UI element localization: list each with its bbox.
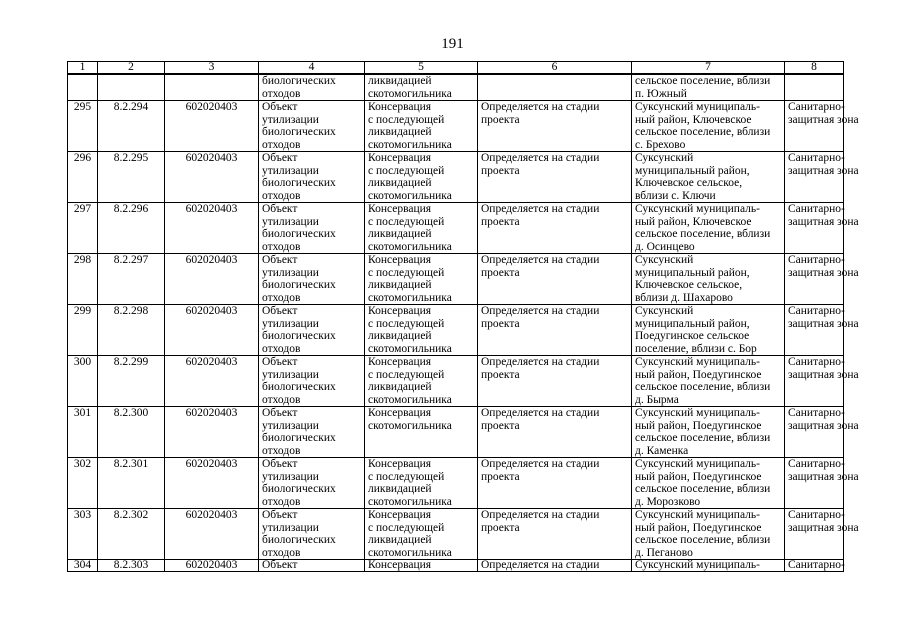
cell-num: 299 (68, 305, 98, 356)
cell-text: утилизации (262, 266, 319, 279)
cell-measure (365, 305, 478, 356)
table-row (68, 203, 844, 254)
cell-object (259, 101, 365, 152)
cell-text: утилизации (262, 113, 319, 126)
cell-text: скотомогильника (368, 393, 452, 406)
cell-code: 8.2.303 (98, 560, 165, 572)
cell-text: Консервация (368, 305, 432, 317)
cell-text: ный район, Поедугинское (635, 419, 762, 432)
cell-text: защитная зона (788, 317, 859, 330)
cell-text: ный район, Ключевское (635, 215, 752, 228)
cell-text: муниципальный район, (635, 317, 750, 330)
cell-text: ный район, Ключевское (635, 113, 752, 126)
cell-text: Поедугинское сельское (635, 330, 750, 342)
cell-text: сельское поселение, вблизи (635, 483, 771, 495)
cell-code: 8.2.294 (98, 101, 165, 152)
table-row (68, 560, 844, 572)
cell-measure (365, 254, 478, 305)
cell-text: проекта (481, 266, 520, 279)
cell-text: с последующей (368, 164, 445, 177)
cell-location (632, 458, 785, 509)
cell-zone (785, 203, 859, 254)
cell-text: отходов (262, 189, 301, 202)
cell-stage (478, 254, 632, 305)
cell-text: сельское поселение, вблизи (635, 432, 771, 444)
cell-code: 8.2.298 (98, 305, 165, 356)
cell-okato: 602020403 (165, 152, 259, 203)
cell-object: Объект (259, 560, 365, 572)
cell-text: утилизации (262, 470, 319, 483)
cell-text: защитная зона (788, 113, 859, 126)
cell-location (632, 101, 785, 152)
table-row (68, 305, 844, 356)
cell-text: отходов (262, 444, 301, 457)
cell-text: Суксунский муниципаль- (635, 458, 760, 470)
page-number: 191 (441, 36, 464, 52)
cell-text: Консервация (368, 458, 432, 470)
cell-okato: 602020403 (165, 509, 259, 560)
cell-text: скотомогильника (368, 495, 452, 508)
cell-text: д. Морозково (635, 495, 701, 508)
cell-text: защитная зона (788, 521, 859, 534)
cell-object (259, 203, 365, 254)
cell-okato: 602020403 (165, 305, 259, 356)
cell-text: ликвидацией (368, 330, 432, 342)
cell-location (632, 356, 785, 407)
cell-text: Суксунский муниципаль- (635, 509, 760, 521)
cell-zone (785, 101, 859, 152)
cell-zone (785, 74, 844, 101)
cell-text: утилизации (262, 521, 319, 534)
cell-text: скотомогильника (368, 87, 452, 100)
cell-text: сельское поселение, вблизи (635, 126, 771, 138)
cell-text: Суксунский муниципаль- (635, 356, 760, 368)
cell-measure: Консервация (365, 560, 478, 572)
cell-stage: Определяется на стадии (478, 560, 632, 572)
cell-object (259, 407, 365, 458)
cell-text: биологических (262, 534, 336, 546)
cell-text: п. Южный (635, 87, 687, 100)
column-header: 3 (165, 62, 259, 75)
cell-text: утилизации (262, 317, 319, 330)
cell-code: 8.2.299 (98, 356, 165, 407)
cell-text: Консервация (368, 509, 432, 521)
cell-text: Консервация (368, 254, 432, 266)
cell-text: ликвидацией (368, 381, 432, 393)
cell-text: отходов (262, 495, 301, 508)
cell-text: проекта (481, 470, 520, 483)
cell-text: с последующей (368, 113, 445, 126)
cell-stage (478, 407, 632, 458)
cell-text: Суксунский (635, 254, 694, 266)
cell-num: 304 (68, 560, 98, 572)
cell-text: биологических (262, 381, 336, 393)
cell-text: скотомогильника (368, 138, 452, 151)
cell-text: скотомогильника (368, 240, 452, 253)
cell-text: с. Брехово (635, 138, 686, 151)
table-header-row (68, 62, 844, 75)
cell-text: проекта (481, 215, 520, 228)
cell-text: ликвидацией (368, 228, 432, 240)
cell-text: проекта (481, 521, 520, 534)
cell-object (259, 509, 365, 560)
cell-text: биологических (262, 75, 336, 87)
cell-code: 8.2.300 (98, 407, 165, 458)
cell-stage (478, 305, 632, 356)
column-header: 6 (478, 62, 632, 75)
cell-text: скотомогильника (368, 546, 452, 559)
cell-stage (478, 74, 632, 101)
cell-measure (365, 509, 478, 560)
cell-okato: 602020403 (165, 101, 259, 152)
cell-object (259, 152, 365, 203)
cell-text: отходов (262, 87, 301, 100)
cell-text: Объект (262, 356, 298, 368)
cell-text: Санитарно- (788, 254, 845, 266)
cell-text: Определяется на стадии (481, 101, 600, 113)
cell-location (632, 305, 785, 356)
cell-num: 303 (68, 509, 98, 560)
cell-object (259, 356, 365, 407)
cell-zone (785, 356, 859, 407)
cell-text: ликвидацией (368, 483, 432, 495)
cell-text: проекта (481, 164, 520, 177)
cell-num (68, 74, 98, 101)
cell-text: сельское поселение, вблизи (635, 381, 771, 393)
cell-text: ликвидацией (368, 177, 432, 189)
cell-text: ликвидацией (368, 279, 432, 291)
cell-text: ликвидацией (368, 534, 432, 546)
cell-location (632, 203, 785, 254)
cell-text: Объект (262, 101, 298, 113)
cell-text: скотомогильника (368, 419, 452, 432)
cell-text: муниципальный район, (635, 164, 750, 177)
cell-object (259, 74, 365, 101)
cell-text: ный район, Поедугинское (635, 368, 762, 381)
cell-stage (478, 356, 632, 407)
cell-measure (365, 203, 478, 254)
cell-text: Санитарно- (788, 356, 845, 368)
cell-text: ликвидацией (368, 126, 432, 138)
cell-text: защитная зона (788, 470, 859, 483)
cell-text: отходов (262, 393, 301, 406)
cell-code: 8.2.297 (98, 254, 165, 305)
cell-zone (785, 509, 859, 560)
cell-text: отходов (262, 240, 301, 253)
cell-text: скотомогильника (368, 189, 452, 202)
cell-okato: 602020403 (165, 407, 259, 458)
cell-text: биологических (262, 126, 336, 138)
cell-text: с последующей (368, 521, 445, 534)
cell-text: Определяется на стадии (481, 254, 600, 266)
cell-text: биологических (262, 483, 336, 495)
cell-text: Определяется на стадии (481, 152, 600, 164)
cell-measure (365, 407, 478, 458)
column-header: 7 (632, 62, 785, 75)
cell-text: Консервация (368, 407, 432, 419)
cell-num: 296 (68, 152, 98, 203)
cell-text: отходов (262, 342, 301, 355)
cell-code: 8.2.296 (98, 203, 165, 254)
cell-num: 295 (68, 101, 98, 152)
cell-text: ный район, Поедугинское (635, 470, 762, 483)
cell-text: д. Бырма (635, 393, 679, 406)
cell-measure (365, 458, 478, 509)
cell-text: Объект (262, 254, 298, 266)
cell-text: Суксунский муниципаль- (635, 203, 760, 215)
cell-text: утилизации (262, 368, 319, 381)
cell-text: защитная зона (788, 419, 859, 432)
cell-okato (165, 74, 259, 101)
cell-code (98, 74, 165, 101)
cell-measure (365, 101, 478, 152)
cell-text: защитная зона (788, 164, 859, 177)
cell-code: 8.2.302 (98, 509, 165, 560)
cell-location (632, 254, 785, 305)
cell-text: отходов (262, 291, 301, 304)
cell-stage (478, 203, 632, 254)
cell-zone: Санитарно- (785, 560, 844, 572)
table-row (68, 356, 844, 407)
cell-text: Санитарно- (788, 458, 845, 470)
cell-text: Ключевское сельское, (635, 279, 743, 291)
cell-text: Объект (262, 305, 298, 317)
cell-object (259, 254, 365, 305)
cell-text: защитная зона (788, 266, 859, 279)
cell-location: Суксунский муниципаль- (632, 560, 785, 572)
cell-text: защитная зона (788, 368, 859, 381)
table-row (68, 101, 844, 152)
cell-text: Определяется на стадии (481, 407, 600, 419)
cell-text: Санитарно- (788, 101, 845, 113)
cell-text: Суксунский (635, 305, 694, 317)
cell-text: д. Осинцево (635, 240, 695, 253)
cell-measure (365, 74, 478, 101)
cell-text: Определяется на стадии (481, 356, 600, 368)
cell-okato: 602020403 (165, 356, 259, 407)
cell-text: Санитарно- (788, 203, 845, 215)
cell-okato: 602020403 (165, 203, 259, 254)
table-row (68, 254, 844, 305)
cell-text: Объект (262, 203, 298, 215)
cell-text: поселение, вблизи с. Бор (635, 342, 757, 355)
cell-text: биологических (262, 279, 336, 291)
cell-okato: 602020403 (165, 458, 259, 509)
cell-text: Объект (262, 509, 298, 521)
cell-num: 300 (68, 356, 98, 407)
cell-measure (365, 152, 478, 203)
cell-text: проекта (481, 419, 520, 432)
cell-text: Суксунский муниципаль- (635, 101, 760, 113)
cell-text: Санитарно- (788, 509, 845, 521)
cell-text: Санитарно- (788, 152, 845, 164)
cell-text: сельское поселение, вблизи (635, 534, 771, 546)
column-header: 4 (259, 62, 365, 75)
cell-location (632, 152, 785, 203)
cell-text: с последующей (368, 266, 445, 279)
cell-text: биологических (262, 177, 336, 189)
cell-text: биологических (262, 330, 336, 342)
cell-text: Консервация (368, 356, 432, 368)
cell-text: д. Каменка (635, 444, 689, 457)
cell-text: с последующей (368, 215, 445, 228)
cell-text: Санитарно- (788, 407, 845, 419)
continuation-row (68, 74, 844, 101)
column-header: 1 (68, 62, 98, 75)
column-header: 5 (365, 62, 478, 75)
cell-num: 301 (68, 407, 98, 458)
cell-num: 298 (68, 254, 98, 305)
cell-text: Ключевское сельское, (635, 177, 743, 189)
table-row (68, 509, 844, 560)
cell-text: вблизи д. Шахарово (635, 291, 733, 304)
cell-text: отходов (262, 546, 301, 559)
cell-okato: 602020403 (165, 254, 259, 305)
cell-text: утилизации (262, 215, 319, 228)
cell-text: биологических (262, 432, 336, 444)
cell-text: утилизации (262, 164, 319, 177)
column-header: 8 (785, 62, 844, 75)
cell-text: проекта (481, 113, 520, 126)
table-row (68, 407, 844, 458)
cell-stage (478, 101, 632, 152)
cell-zone (785, 254, 859, 305)
cell-text: отходов (262, 138, 301, 151)
cell-text: с последующей (368, 470, 445, 483)
cell-text: ликвидацией (368, 75, 432, 87)
cell-text: Определяется на стадии (481, 203, 600, 215)
cell-text: скотомогильника (368, 342, 452, 355)
cell-text: Объект (262, 458, 298, 470)
cell-text: Объект (262, 152, 298, 164)
cell-text: д. Пеганово (635, 546, 693, 559)
cell-text: Консервация (368, 101, 432, 113)
cell-text: проекта (481, 317, 520, 330)
cell-text: Суксунский муниципаль- (635, 407, 760, 419)
cell-text: Определяется на стадии (481, 509, 600, 521)
cell-zone (785, 407, 859, 458)
cell-text: скотомогильника (368, 291, 452, 304)
cell-text: Санитарно- (788, 305, 845, 317)
cell-location (632, 74, 785, 101)
cell-text: с последующей (368, 368, 445, 381)
cell-text: утилизации (262, 419, 319, 432)
cell-okato: 602020403 (165, 560, 259, 572)
cell-code: 8.2.295 (98, 152, 165, 203)
cell-text: с последующей (368, 317, 445, 330)
cell-zone (785, 458, 859, 509)
cell-text: Определяется на стадии (481, 458, 600, 470)
cell-zone (785, 305, 859, 356)
cell-text: Объект (262, 407, 298, 419)
cell-text: биологических (262, 228, 336, 240)
table-row (68, 152, 844, 203)
cell-text: Определяется на стадии (481, 305, 600, 317)
cell-object (259, 305, 365, 356)
cell-location (632, 407, 785, 458)
cell-text: сельское поселение, вблизи (635, 75, 771, 87)
document-table (67, 61, 859, 572)
cell-text: вблизи с. Ключи (635, 189, 716, 202)
cell-zone (785, 152, 859, 203)
cell-location (632, 509, 785, 560)
cell-code: 8.2.301 (98, 458, 165, 509)
cell-text: Консервация (368, 203, 432, 215)
cell-text: проекта (481, 368, 520, 381)
cell-measure (365, 356, 478, 407)
cell-text: сельское поселение, вблизи (635, 228, 771, 240)
cell-object (259, 458, 365, 509)
cell-text: Консервация (368, 152, 432, 164)
table-row (68, 458, 844, 509)
cell-text: ный район, Поедугинское (635, 521, 762, 534)
cell-text: Суксунский (635, 152, 694, 164)
cell-stage (478, 152, 632, 203)
cell-num: 302 (68, 458, 98, 509)
cell-text: муниципальный район, (635, 266, 750, 279)
cell-stage (478, 458, 632, 509)
cell-num: 297 (68, 203, 98, 254)
cell-stage (478, 509, 632, 560)
cell-text: защитная зона (788, 215, 859, 228)
column-header: 2 (98, 62, 165, 75)
